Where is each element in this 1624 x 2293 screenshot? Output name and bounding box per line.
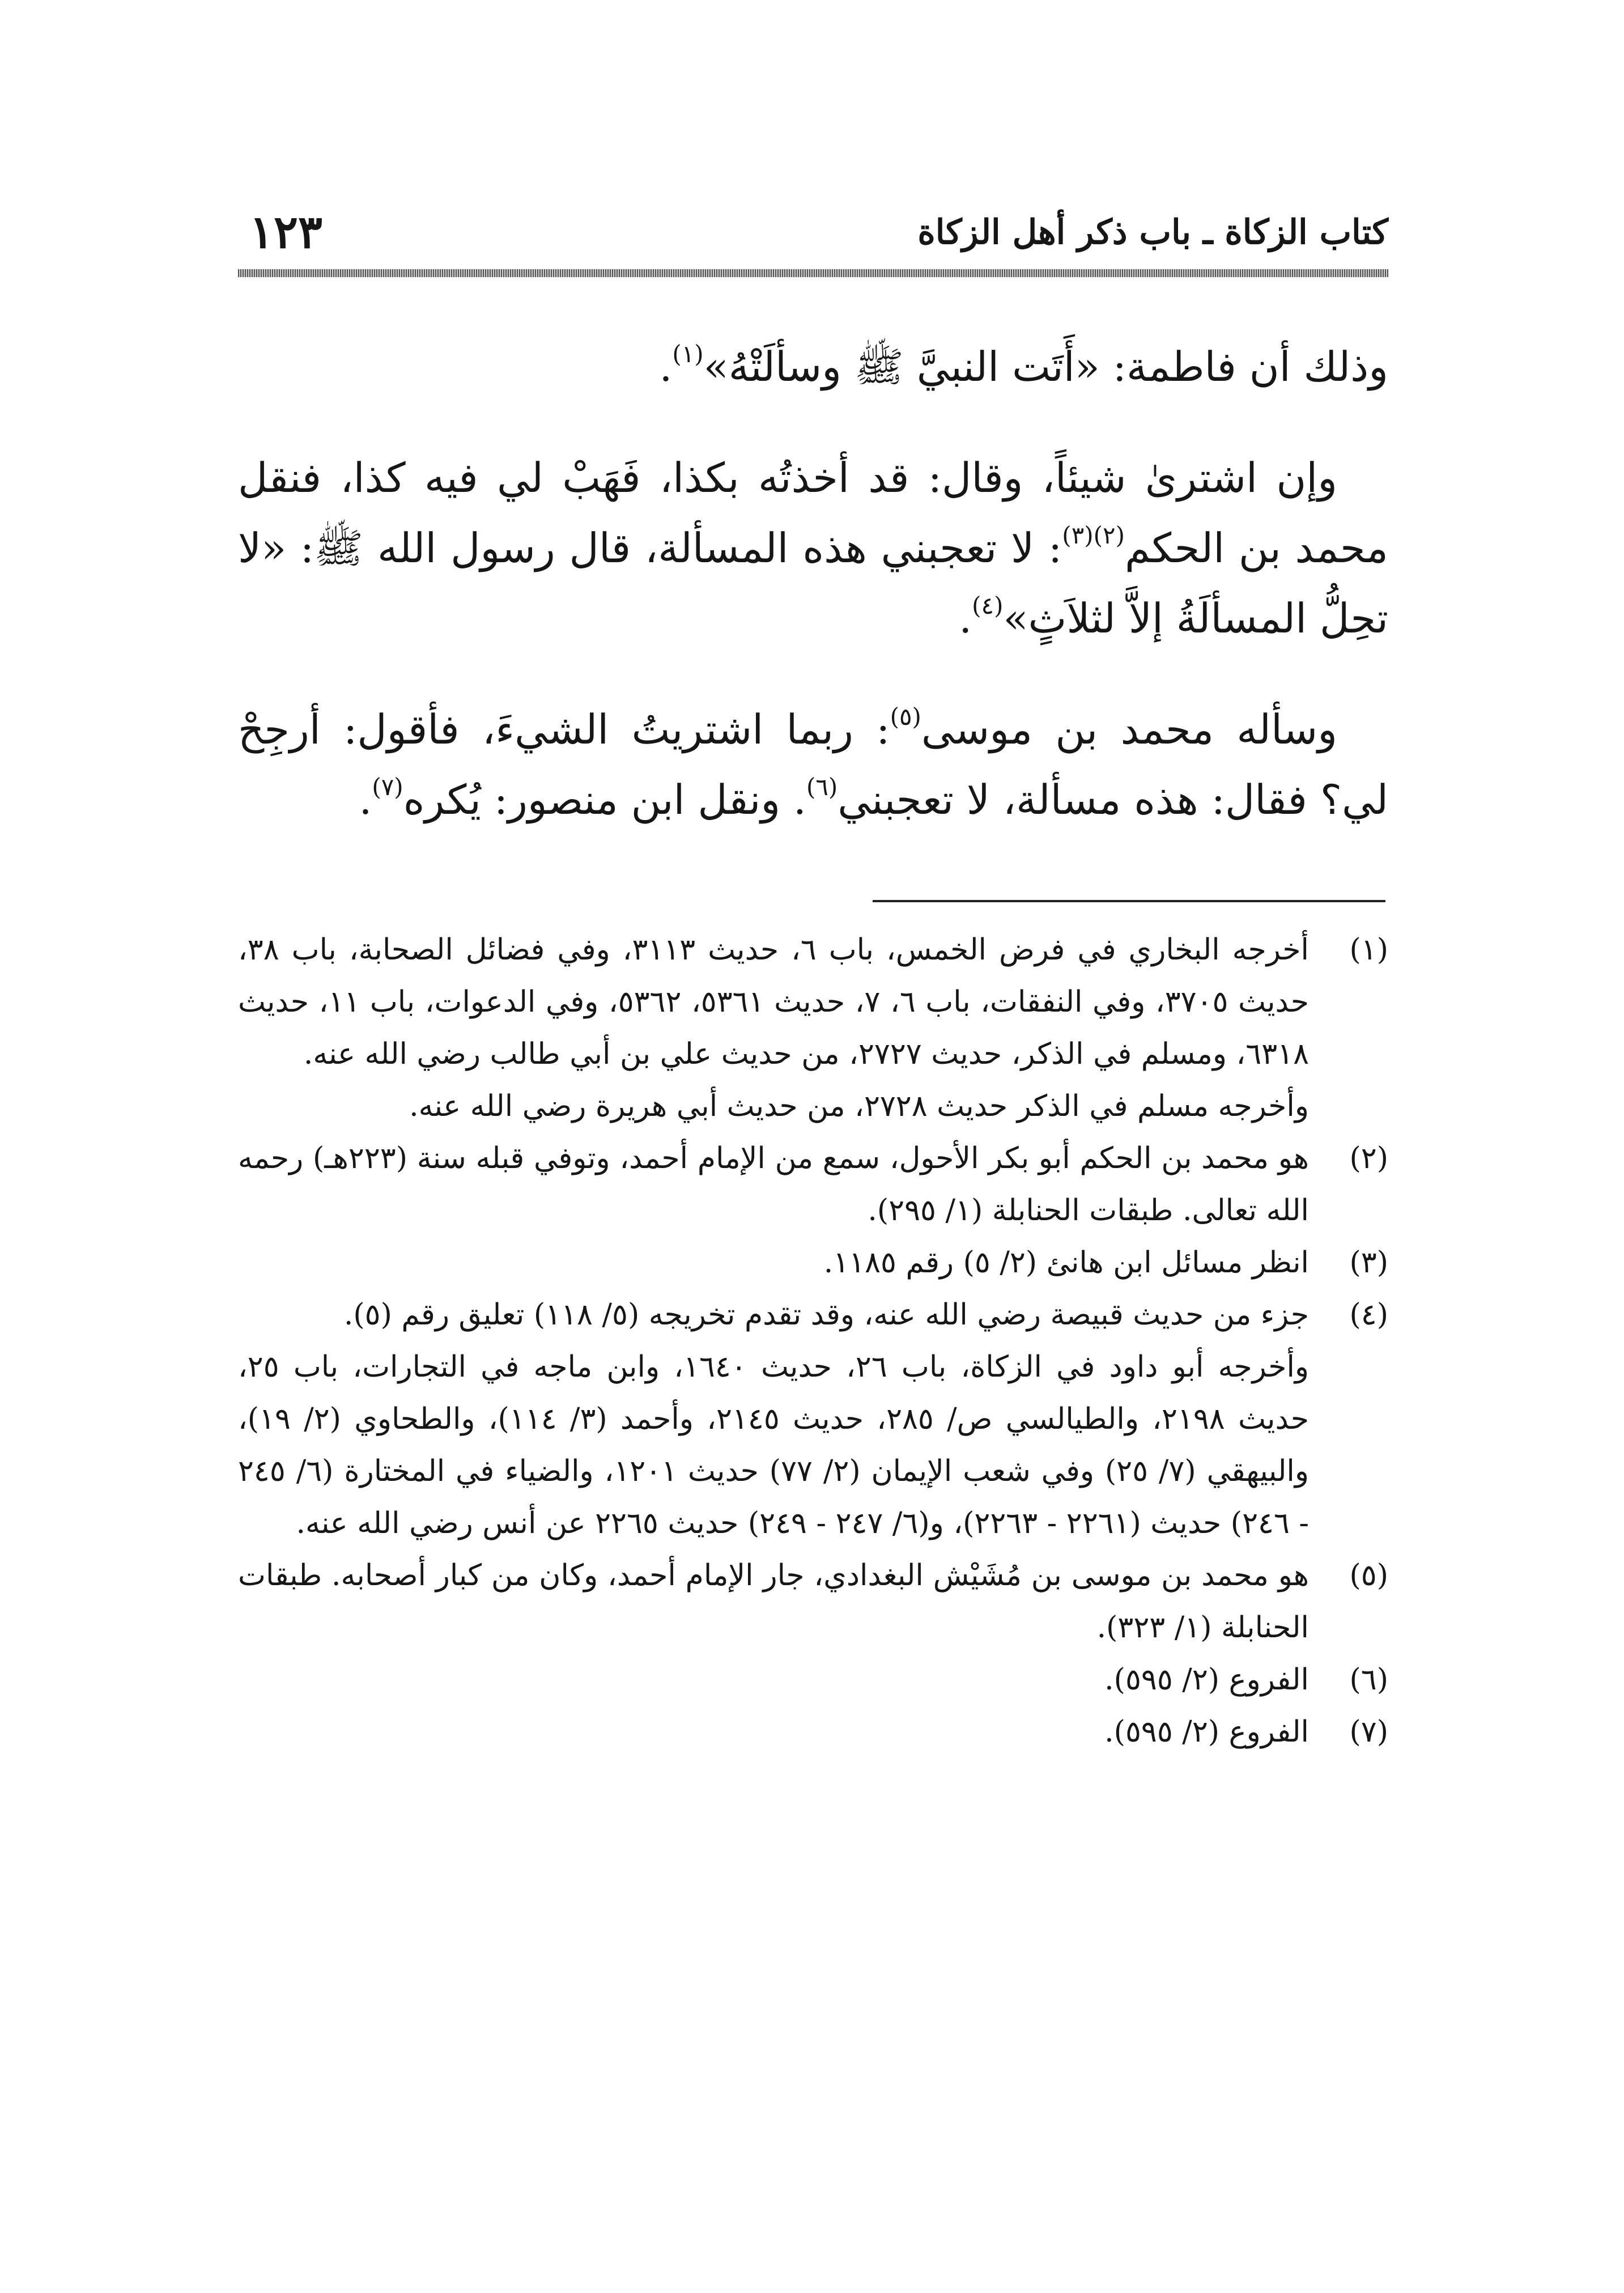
footnote-number: (٥): [1349, 1559, 1388, 1593]
footnote-text: جزء من حديث قبيصة رضي الله عنه، وقد تقدم تخريجه (٥/ ١١٨) تعليق رقم (٥).: [343, 1298, 1309, 1332]
footnote-text: هو محمد بن الحكم أبو بكر الأحول، سمع من الإمام أحمد، وتوفي قبله سنة (٢٢٣هـ) رحمه الله تعالى. طبقات الحنابلة (١/ ٢٩٥).: [238, 1141, 1309, 1228]
page-header: [238, 207, 1388, 258]
footnote: [238, 1549, 1388, 1654]
footnote-text: وأخرجه أبو داود في الزكاة، باب ٢٦، حديث ١٦٤٠، وابن ماجه في التجارات، باب ٢٥، حديث ٢١٩٨، والطيالسي ص/ ٢٨٥، حديث ٢١٤٥، وأحمد (٣/ ١١٤)، والطحاوي (٢/ ١٩)، والبيهقي (٧/ ٢٥) وفي شعب الإيمان (٢/ ٧٧) حديث ١٢٠١، والضياء في المختارة (٦/ ٢٤٥ - ٢٤٦) حديث (٢٢٦١ - ٢٢٦٣)، و(٦/ ٢٤٧ - ٢٤٩) حديث ٢٢٦٥ عن أنس رضي الله عنه.: [238, 1350, 1310, 1540]
body-paragraph: وإن اشترىٰ شيئاً، وقال: قد أخذتُه بكذا، فَهَبْ لي فيه كذا، فنقل محمد بن الحكم$^{(٢)(٣)}$: لا تعجبني هذه المسألة، قال رسول الله ﷺ: «لا تحِلُّ المسألَةُ إلاَّ لثلاَثٍ»$^{(٤)}$.: [238, 454, 1389, 642]
footnote: [238, 1654, 1388, 1706]
footnote-text: أخرجه البخاري في فرض الخمس، باب ٦، حديث ٣١١٣، وفي فضائل الصحابة، باب ٣٨، حديث ٣٧٠٥، وفي النفقات، باب ٦، ٧، حديث ٥٣٦١، ٥٣٦٢، وفي الدعوات، باب ١١، حديث ٦٣١٨، ومسلم في الذكر، حديث ٢٧٢٧، من حديث علي بن أبي طالب رضي الله عنه.: [238, 933, 1309, 1071]
body-paragraph: وسأله محمد بن موسى$^{(٥)}$: ربما اشتريتُ الشيءَ، فأقول: أرجِحْ لي؟ فقال: هذه مسألة، لا تعجبني$^{(٦)}$. ونقل ابن منصور: يُكره$^{(٧)}$.: [238, 703, 1388, 823]
footnote: [238, 1237, 1388, 1289]
footnote-ref: (٣): [1062, 521, 1094, 549]
footnote-ref: (٢): [1093, 521, 1125, 549]
footnote: [238, 924, 1388, 1132]
footnote: [238, 1289, 1388, 1549]
footnote-ref: (٥): [890, 703, 921, 731]
footnote-ref: (٤): [972, 592, 1004, 619]
footnote: [238, 1706, 1388, 1758]
footnote-text: وأخرجه مسلم في الذكر حديث ٢٧٢٨، من حديث أبي هريرة رضي الله عنه.: [409, 1089, 1309, 1123]
footnote-text: الفروع (٢/ ٥٩٥).: [1104, 1663, 1309, 1697]
running-title: كتاب الزكاة ـ باب ذكر أهل الزكاة: [917, 213, 1388, 252]
footnote-number: (٧): [1349, 1715, 1388, 1749]
footnote-ref: (٦): [806, 773, 838, 801]
footnote-number: (١): [1349, 933, 1388, 967]
footnote: [238, 1132, 1388, 1237]
footnote-number: (٣): [1349, 1246, 1388, 1280]
footnote-text: هو محمد بن موسى بن مُشَيْش البغدادي، جار الإمام أحمد، وكان من كبار أصحابه. طبقات الحنابلة (١/ ٣٢٣).: [238, 1559, 1309, 1645]
footnote-number: (٤): [1349, 1298, 1388, 1332]
footnote-number: (٢): [1349, 1141, 1388, 1175]
footnote-ref: (١): [672, 340, 704, 368]
footnote-text: انظر مسائل ابن هانئ (٢/ ٥) رقم ١١٨٥.: [823, 1246, 1309, 1280]
header-rule: [238, 269, 1388, 277]
footnote-number: (٦): [1349, 1663, 1388, 1697]
page-number: ١٢٣: [249, 205, 322, 258]
footnote-ref: (٧): [372, 773, 403, 801]
footnote-separator: [873, 900, 1385, 902]
main-text: [238, 332, 1388, 876]
body-paragraph: وذلك أن فاطمة: «أَتَت النبيَّ ﷺ وسألَتْهُ»$^{(١)}$.: [659, 340, 1388, 390]
footnote-text: الفروع (٢/ ٥٩٥).: [1104, 1715, 1309, 1749]
footnotes: [238, 924, 1388, 1758]
